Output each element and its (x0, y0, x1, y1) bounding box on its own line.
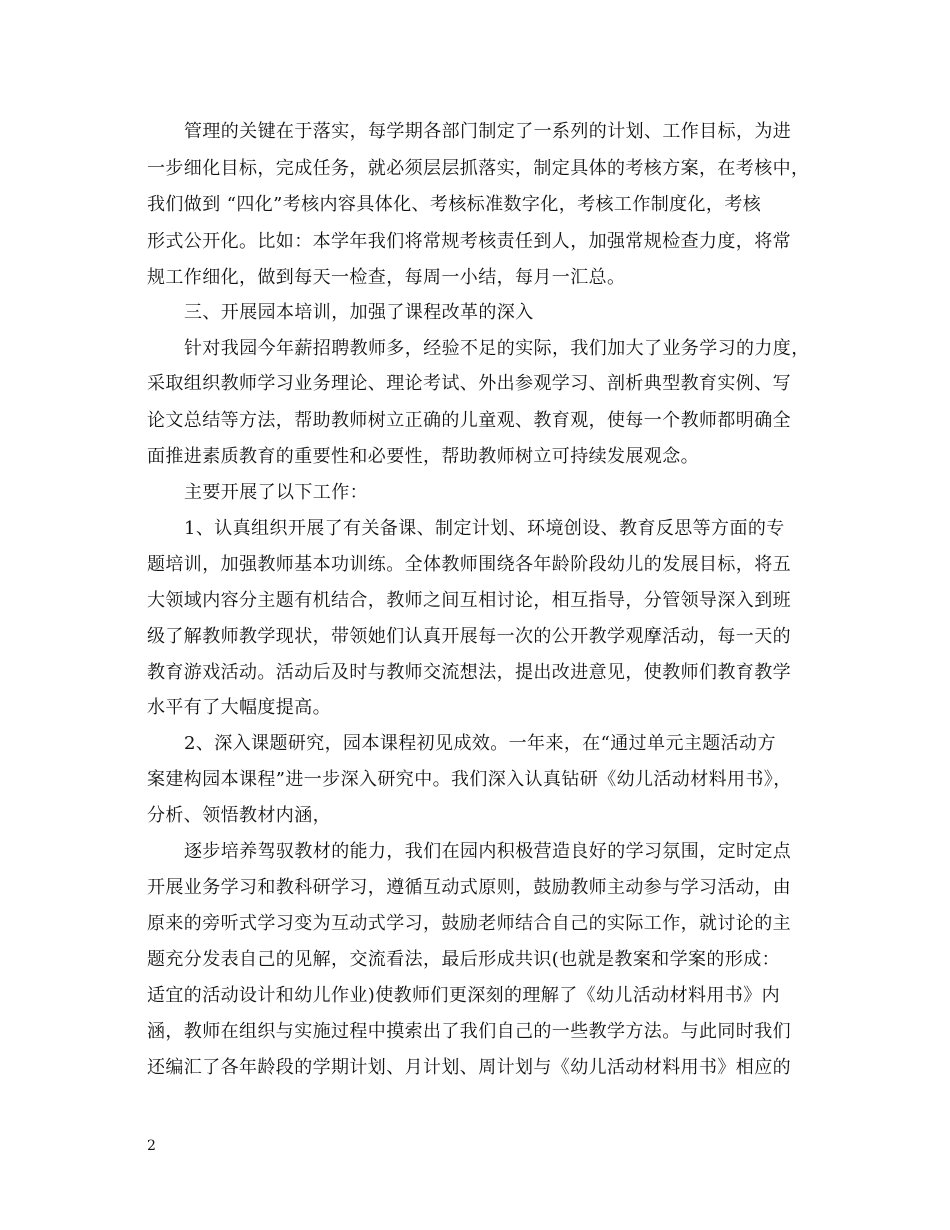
body-text-line: 原来的旁听式学习变为互动式学习，鼓励老师结合自己的实际工作，就讨论的主 (147, 913, 791, 934)
body-text-line: 开展业务学习和教科研学习，遵循互动式原则，鼓励教师主动参与学习活动，由 (147, 877, 791, 898)
body-text-line: 采取组织教师学习业务理论、理论考试、外出参观学习、剖析典型教育实例、写 (147, 373, 791, 394)
body-text-line: 逐步培养驾驭教材的能力，我们在园内积极营造良好的学习氛围，定时定点 (184, 841, 792, 862)
body-text-line: 规工作细化，做到每天一检查，每周一小结，每月一汇总。 (147, 267, 626, 288)
body-text-line: 形式公开化。比如：本学年我们将常规考核责任到人，加强常规检查力度，将常 (147, 231, 791, 252)
body-text-line: 还编汇了各年龄段的学期计划、月计划、周计划与《幼儿活动材料用书》相应的 (147, 1057, 791, 1078)
body-text-line: 分析、领悟教材内涵， (147, 805, 331, 826)
body-text-line: 教育游戏活动。活动后及时与教师交流想法，提出改进意见，使教师们教育教学 (147, 662, 791, 683)
section-heading: 三、开展园本培训，加强了课程改革的深入 (184, 302, 534, 323)
body-text-line: 1、认真组织开展了有关备课、制定计划、环境创设、教育反思等方面的专 (184, 518, 785, 539)
body-text-line: 适宜的活动设计和幼儿作业)使教师们更深刻的理解了《幼儿活动材料用书》内 (147, 985, 781, 1006)
body-text-line: 题培训，加强教师基本功训练。全体教师围绕各年龄阶段幼儿的发展目标，将五 (147, 554, 791, 575)
body-text-line: 水平有了大幅度提高。 (147, 697, 331, 718)
body-text-line: 案建构园本课程”进一步深入研究中。我们深入认真钻研《幼儿活动材料用书》， (147, 769, 792, 790)
body-text-line: 一步细化目标，完成任务，就必须层层抓落实，制定具体的考核方案，在考核中， (147, 158, 810, 179)
body-text-line: 我们做到 “四化”考核内容具体化、考核标准数字化，考核工作制度化，考核 (147, 194, 762, 215)
body-text-line: 针对我园今年薪招聘教师多，经验不足的实际，我们加大了业务学习的力度， (184, 338, 810, 359)
body-text-line: 大领域内容分主题有机结合，教师之间互相讨论，相互指导，分管领导深入到班 (147, 590, 791, 611)
body-text-line: 论文总结等方法，帮助教师树立正确的儿童观、教育观，使每一个教师都明确全 (147, 410, 791, 431)
body-text-line: 级了解教师教学现状，带领她们认真开展每一次的公开教学观摩活动，每一天的 (147, 626, 791, 647)
body-text-line: 面推进素质教育的重要性和必要性，帮助教师树立可持续发展观念。 (147, 446, 699, 467)
body-text-line: 涵，教师在组织与实施过程中摸索出了我们自己的一些教学方法。与此同时我们 (147, 1021, 791, 1042)
page-number: 2 (147, 1138, 156, 1154)
body-text-line: 管理的关键在于落实，每学期各部门制定了一系列的计划、工作目标，为进 (184, 121, 792, 142)
body-text-line: 题充分发表自己的见解，交流看法，最后形成共识(也就是教案和学案的形成： (147, 949, 781, 970)
body-text-line: 主要开展了以下工作： (184, 482, 368, 503)
body-text-line: 2、深入课题研究，园本课程初见成效。一年来，在“通过单元主题活动方 (184, 733, 776, 754)
